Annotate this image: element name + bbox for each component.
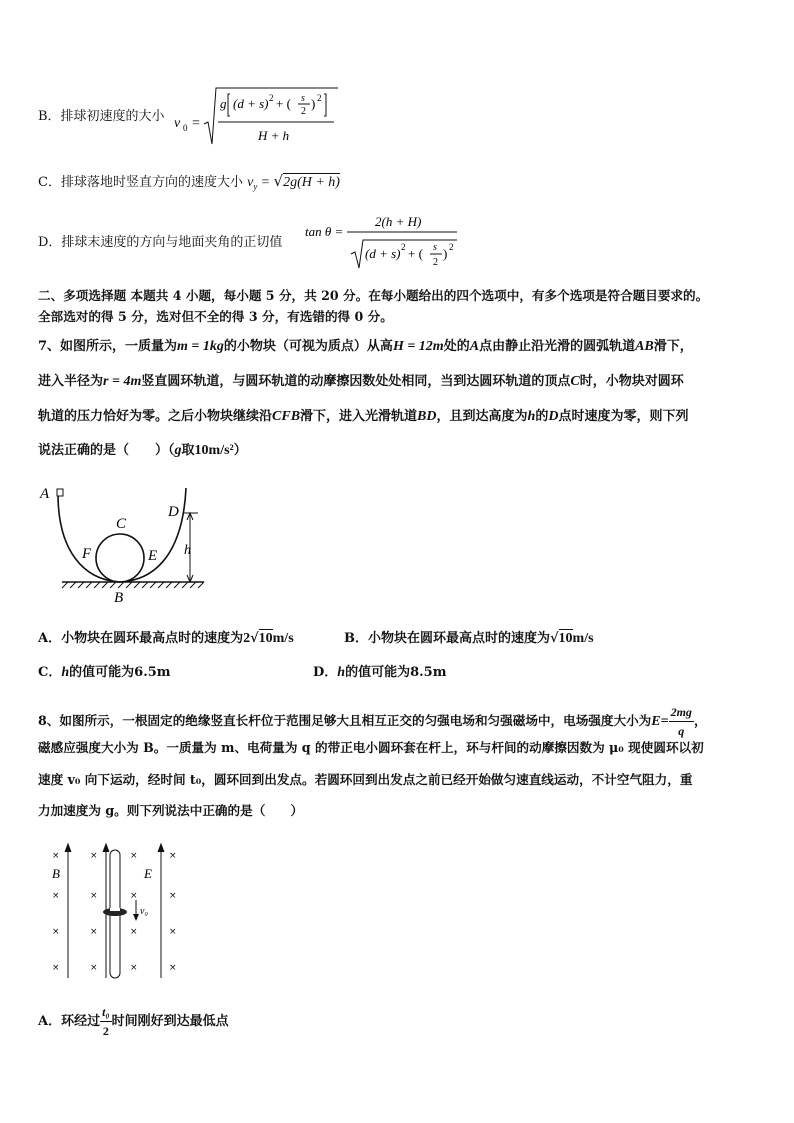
- option-d-label: D．排球末速度的方向与地面夹角的正切值: [38, 235, 283, 250]
- label-A: A: [40, 486, 50, 502]
- block: [57, 489, 63, 496]
- sqrt-2g: 2g(H + h): [283, 175, 340, 190]
- svg-text:0: 0: [183, 123, 188, 133]
- svg-text:g: g: [220, 96, 227, 111]
- q7-option-a: A．小物块在圆环最高点时的速度为2√10m/s: [38, 631, 294, 646]
- option-d-formula: [303, 210, 463, 272]
- q8-option-a: A．环经过 $\frac{\text{t₀}}{2}$ 时间刚好到达最低点: [38, 1005, 229, 1038]
- label-v0: v₀: [140, 906, 148, 917]
- q8-line3: 速度 v₀ 向下运动，经时间 t₀，圆环回到出发点。若圆环回到出发点之前已经开始做匀速直线运动，不计空气阻力，重: [38, 772, 693, 787]
- q8-line1: 8、如图所示，一根固定的绝缘竖直长杆位于范围足够大且相互正交的匀强电场和匀强磁场中，电场强度大小为E= $\frac{2mg}{q}$ ，: [38, 705, 707, 738]
- svg-text:2: 2: [433, 257, 438, 268]
- svg-text:×: ×: [169, 963, 177, 973]
- q7-option-d: D．h的值可能为8.5m: [313, 665, 447, 680]
- q8-figure: [38, 840, 198, 980]
- label-E-field: E: [144, 866, 152, 881]
- svg-text:×: ×: [90, 963, 98, 973]
- option-d: [38, 234, 282, 252]
- section-heading-line1: 二、多项选择题 本题共 4 小题，每小题 5 分，共 20 分。在每小题给出的四个选项中，有多个选项是符合题目要求的。: [38, 288, 709, 303]
- svg-text:×: ×: [169, 891, 177, 901]
- svg-text:tan θ =: tan θ =: [305, 224, 344, 239]
- q7-option-b: B．小物块在圆环最高点时的速度为√10m/s: [344, 631, 594, 646]
- q7-line2: 进入半径为r = 4m竖直圆环轨道，与圆环轨道的动摩擦因数处处相同，当到达圆环轨道的顶点C时，小物块对圆环: [38, 374, 684, 389]
- label-C: C: [116, 516, 127, 532]
- svg-text:2: 2: [317, 93, 322, 103]
- svg-text:): ): [311, 96, 316, 111]
- ground-hatching: [62, 582, 204, 588]
- svg-text:×: ×: [130, 851, 138, 861]
- svg-text:+ (: + (: [408, 246, 423, 261]
- v0-symbol: v: [174, 116, 181, 131]
- svg-text:×: ×: [169, 851, 177, 861]
- loop-track: [96, 534, 144, 582]
- q7-line4: 说法正确的是（ ）（g取10m/s²）: [38, 443, 247, 458]
- option-c: C．排球落地时竖直方向的速度大小 $v_y = √2g(H + h)$: [38, 172, 340, 192]
- svg-text:×: ×: [52, 851, 60, 861]
- svg-text:×: ×: [90, 927, 98, 937]
- svg-text:×: ×: [130, 927, 138, 937]
- svg-text:=: =: [192, 116, 200, 131]
- section-heading-line2: 全部选对的得 5 分，选对但不全的得 3 分，有选错的得 0 分。: [38, 309, 393, 324]
- arc-track: [58, 488, 186, 582]
- svg-text:): ): [443, 246, 448, 261]
- option-b-label: B．排球初速度的大小: [38, 109, 165, 124]
- svg-text:(d + s): (d + s): [233, 96, 269, 111]
- svg-text:2: 2: [301, 106, 306, 117]
- q7-line1: 7、如图所示，一质量为m = 1kg的小物块（可视为质点）从高H = 12m处的A点由静止沿光滑的圆弧轨道AB滑下，: [38, 339, 693, 354]
- svg-text:×: ×: [52, 963, 60, 973]
- svg-text:×: ×: [52, 927, 60, 937]
- svg-text:×: ×: [52, 891, 60, 901]
- label-B-field: B: [52, 866, 60, 881]
- q8-line2: 磁感应强度大小为 B。一质量为 m、电荷量为 q 的带正电小圆环套在杆上，环与杆间的动摩擦因数为 μ₀ 现使圆环以初: [38, 740, 704, 755]
- svg-text:+ (: + (: [276, 96, 291, 111]
- label-B: B: [114, 590, 124, 605]
- q8-line4: 力加速度为 g。则下列说法中正确的是（ ）: [38, 803, 304, 818]
- option-c-label: C．排球落地时竖直方向的速度大小: [38, 175, 243, 190]
- label-D: D: [168, 504, 179, 520]
- q7-figure: [38, 480, 218, 605]
- svg-text:×: ×: [90, 891, 98, 901]
- svg-text:s: s: [433, 242, 437, 253]
- svg-text:×: ×: [90, 851, 98, 861]
- svg-text:2(h + H): 2(h + H): [375, 214, 422, 229]
- svg-text:×: ×: [169, 927, 177, 937]
- svg-text:s: s: [301, 93, 305, 104]
- svg-text:×: ×: [130, 891, 138, 901]
- svg-text:2: 2: [401, 242, 406, 252]
- label-E: E: [148, 548, 158, 564]
- svg-text:H + h: H + h: [258, 128, 290, 143]
- label-h: h: [184, 543, 191, 558]
- label-F: F: [82, 546, 92, 562]
- option-b: [38, 108, 165, 126]
- svg-text:(d + s): (d + s): [365, 246, 401, 261]
- q7-option-c: C．h的值可能为6.5m: [38, 665, 171, 680]
- q7-line3: 轨道的压力恰好为零。之后小物块继续沿CFB滑下，进入光滑轨道BD，且到达高度为h的D点时速度为零，则下列: [38, 409, 689, 424]
- svg-text:2: 2: [269, 93, 274, 103]
- svg-text:×: ×: [130, 963, 138, 973]
- svg-text:2: 2: [449, 242, 454, 252]
- option-b-formula: [170, 84, 350, 154]
